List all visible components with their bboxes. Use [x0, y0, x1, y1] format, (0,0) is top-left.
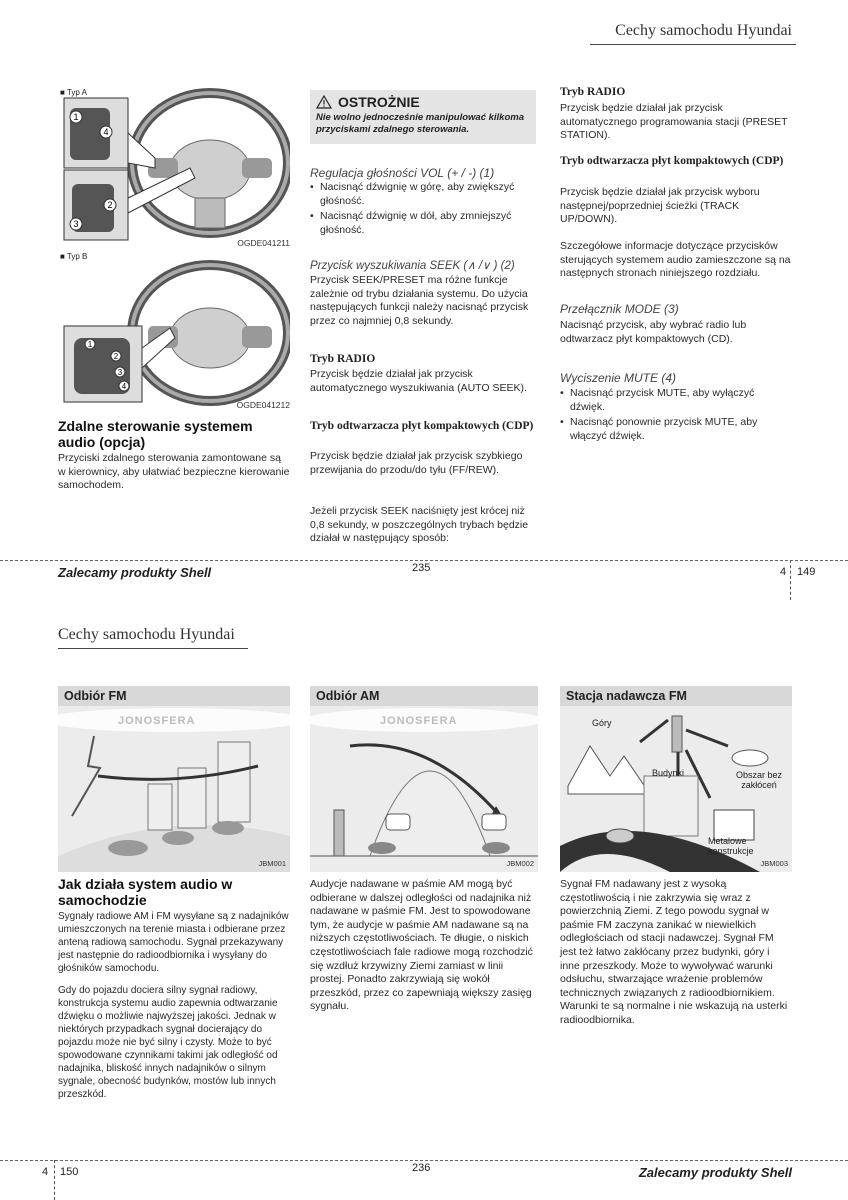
vol-bullet-2: • Nacisnąć dźwignię w dół, aby zmniejszyć głośność. [310, 210, 538, 237]
station-code: JBM003 [760, 859, 788, 868]
am-code: JBM002 [506, 859, 534, 868]
remote-control-body: Przyciski zdalnego sterowania zamontowane są w kierownicy, aby ułatwiać bezpieczne kierowanie samochodem. [58, 452, 290, 492]
station-label-free-area: Obszar bez zakłóceń [735, 770, 783, 790]
typ-b-label: ■ Typ B [60, 252, 88, 261]
steering-wheel-illustration [60, 88, 290, 410]
fm-title: Odbiór FM [58, 686, 290, 706]
callout-1a: 1 [73, 112, 79, 122]
mode-body: Nacisnąć przycisk, aby wybrać radio lub odtwarzacz płyt kompaktowych (CD). [560, 319, 747, 345]
fm-code: JBM001 [258, 859, 286, 868]
radio-body-col3: Przycisk będzie działał jak przycisk automatycznego programowania stacji (PRESET STATION). [560, 102, 788, 142]
callout-4a: 4 [103, 127, 109, 137]
station-figure [560, 686, 792, 872]
page1-footer-rule [0, 560, 848, 561]
am-reception-illustration [310, 706, 538, 872]
cdp-heading-col2: Tryb odtwarzacza płyt kompaktowych (CDP) [310, 420, 534, 432]
radio-heading-col2: Tryb RADIO [310, 353, 376, 365]
audio-system-heading: Jak działa system audio w samochodzie [58, 876, 233, 908]
station-label-buildings: Budynki [652, 768, 685, 778]
am-title: Odbiór AM [310, 686, 538, 706]
audio-system-p2: Gdy do pojazdu dociera silny sygnał radiowy, konstrukcja systemu audio zapewnia odtwarzanie dźwięku o możliwie najwyższej jakości. Jednak w niektórych przypadkach sygnał docierający do pojazdu może nie być silny i czysty. Może to być spowodowane czynnikami takimi jak odległość od nadajnika, bliskość innych nadajników o silnym sygnale, obecność budynków, mostów lub innych przeszkód. [58, 985, 278, 1100]
page2-footer-section: 4 [42, 1166, 49, 1178]
mute-heading: Wyciszenie MUTE (4) [560, 371, 677, 385]
page2-footer-right: Zalecamy produkty Shell [638, 1165, 792, 1180]
fm-reception-illustration [58, 706, 290, 872]
steering-figure [60, 88, 290, 410]
audio-system-p1: Sygnały radiowe AM i FM wysyłane są z nadajników umieszczonych na terenie miasta i odbierane przez anteną radiową samochodu. Sygnał przekazywany jest następnie do radioodbiornika i wysyłany do głośników samochodu. [58, 911, 289, 974]
page1-footer-center: 235 [412, 562, 431, 574]
callout-3a: 3 [73, 219, 79, 229]
page2-header-title: Cechy samochodu Hyundai [58, 626, 235, 643]
radio-body-col2: Przycisk będzie działał jak przycisk automatycznego wyszukiwania (AUTO SEEK). [310, 368, 527, 394]
page1-header-rule [590, 44, 796, 45]
vol-bullet-1: • Nacisnąć dźwignię w górę, aby zwiększyć głośność. [310, 181, 538, 208]
page1-footer-page: 149 [797, 566, 816, 578]
cdp-body-col3: Przycisk będzie działał jak przycisk wyboru następnej/poprzedniej ścieżki (TRACK UP/DOWN). [560, 186, 760, 226]
callout-2b: 2 [113, 352, 119, 361]
page1-footer-left: Zalecamy produkty Shell [58, 565, 212, 580]
page1-footer-divider [790, 560, 791, 600]
page2-footer-page: 150 [60, 1166, 79, 1178]
fm-iono-label: JONOSFERA [118, 715, 196, 727]
callout-3b: 3 [117, 368, 123, 377]
typ-a-label: ■ Typ A [60, 88, 87, 97]
mute-bullet-1: • Nacisnąć przycisk MUTE, aby wyłączyć dźwięk. [560, 387, 792, 414]
warning-triangle-icon [316, 95, 332, 109]
page1-footer-section: 4 [780, 566, 787, 578]
fig-code-2: OGDE041212 [236, 400, 290, 410]
station-label-mountains: Góry [592, 718, 612, 728]
callout-1b: 1 [87, 340, 93, 349]
caution-text: Nie wolno jednocześnie manipulować kilkoma przyciskami zdalnego sterowania. [316, 112, 524, 135]
am-iono-label: JONOSFERA [380, 715, 458, 727]
page2-footer-divider [54, 1160, 55, 1200]
cdp-body-col2: Przycisk będzie działał jak przycisk szybkiego przewijania do przodu/do tyłu (FF/REW). [310, 450, 523, 476]
short-press-text: Jeżeli przycisk SEEK naciśnięty jest krócej niż 0,8 sekundy, w poszczególnych trybach będzie działał w następujący sposób: [310, 505, 529, 545]
mute-bullet-2: • Nacisnąć ponownie przycisk MUTE, aby włączyć dźwięk. [560, 416, 792, 443]
fig-code-1: OGDE041211 [237, 238, 290, 248]
radio-heading-col3: Tryb RADIO [560, 86, 626, 98]
mode-heading: Przełącznik MODE (3) [560, 302, 679, 316]
caution-box [310, 90, 536, 144]
callout-4b: 4 [121, 382, 127, 391]
remote-control-heading: Zdalne sterowanie systemem audio (opcja) [58, 418, 253, 450]
am-figure [310, 686, 538, 872]
station-title: Stacja nadawcza FM [560, 686, 792, 706]
page2-footer-center: 236 [412, 1162, 431, 1174]
page1-header-title: Cechy samochodu Hyundai [615, 22, 792, 39]
page2-header-rule [58, 648, 248, 649]
station-label-metal: Metalowe konstrukcje [708, 836, 754, 856]
info-text: Szczegółowe informacje dotyczące przycisków sterujących systemem audio zamieszczone są na następnych stronach niniejszego rozdziału. [560, 240, 791, 280]
callout-2a: 2 [107, 200, 113, 210]
caution-title: OSTROŻNIE [338, 94, 420, 110]
vol-heading: Regulacja głośności VOL (+ / -) (1) [310, 166, 495, 180]
seek-heading: Przycisk wyszukiwania SEEK (∧ /∨ ) (2) [310, 260, 515, 272]
page2-footer-rule [0, 1160, 848, 1161]
fm-figure [58, 686, 290, 872]
seek-body: Przycisk SEEK/PRESET ma różne funkcje zależnie od trybu działania systemu. Do użycia następujących funkcji należy nacisnąć przycisk przez co najmniej 0,8 sekundy. [310, 274, 529, 327]
am-description: Audycje nadawane w paśmie AM mogą być odbierane w dalszej odległości od nadajnika niż nadawane w paśmie FM. Jest to spowodowane tym, że audycje w paśmie AM nadawane są na niższych częstotliwościach. Te długie, o niskich częstotliwościach fale radiowe mogą rozchodzić się wzdłuż krzywizny Ziemi zamiast w linii prostej. Ponadto zakrzywiają się wokół przeszkód, przez co zapewniają większy zasięg sygnału. [310, 878, 533, 1013]
fm-description: Sygnał FM nadawany jest z wysoką częstotliwością i nie zakrzywia się wraz z powierzchnią Ziemi. Z tego powodu sygnał w paśmie FM zaczyna zanikać w niewielkich odległościach od stacji nadawczej. Sygnał FM jest też łatwo zakłócany przez budynki, góry i inne przeszkody. Może to wywoływać warunki odsłuchu, stwarzające wrażenie problemów technicznych związanych z radioodbiornikiem. Warunki te są normalne i nie wskazują na usterki radioodbiornika. [560, 878, 788, 1026]
cdp-heading-col3: Tryb odtwarzacza płyt kompaktowych (CDP) [560, 155, 784, 167]
